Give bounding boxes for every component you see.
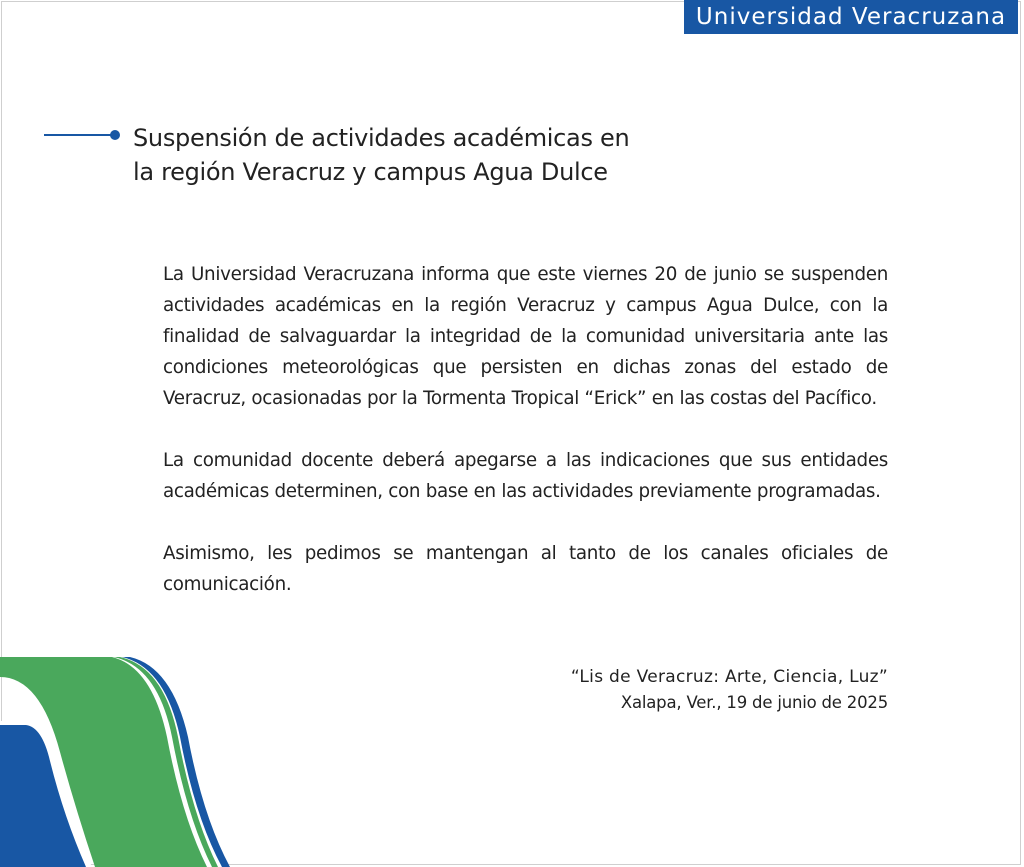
- university-motto: “Lis de Veracruz: Arte, Ciencia, Luz”: [570, 667, 888, 687]
- signoff-block: [571, 664, 888, 716]
- heading-bullet-icon: [110, 130, 120, 140]
- title-line-2: la región Veracruz y campus Agua Dulce: [133, 158, 608, 186]
- announcement-body: [163, 259, 888, 631]
- decorative-wave-graphic: [0, 657, 260, 867]
- university-brand-banner: Universidad Veracruzana: [684, 0, 1018, 34]
- place-and-date: Xalapa, Ver., 19 de junio de 2025: [620, 693, 888, 712]
- body-paragraph-2: La comunidad docente deberá apegarse a las indicaciones que sus entidades académicas determinen, con base en las actividades previamente programadas.: [163, 450, 888, 502]
- body-paragraph-1: La Universidad Veracruzana informa que este viernes 20 de junio se suspenden actividades académicas en la región Veracruz y campus Agua Dulce, con la finalidad de salvaguardar la integridad de la comunidad universitaria ante las condiciones meteorológicas que persisten en dichas zonas del estado de Veracruz, ocasionadas por la Tormenta Tropical “Erick” en las costas del Pacífico.: [163, 264, 888, 409]
- title-line-1: Suspensión de actividades académicas en: [133, 124, 630, 152]
- heading-accent-line: [44, 134, 114, 136]
- body-paragraph-3: Asimismo, les pedimos se mantengan al tanto de los canales oficiales de comunicación.: [163, 543, 888, 595]
- page-title: [133, 121, 653, 189]
